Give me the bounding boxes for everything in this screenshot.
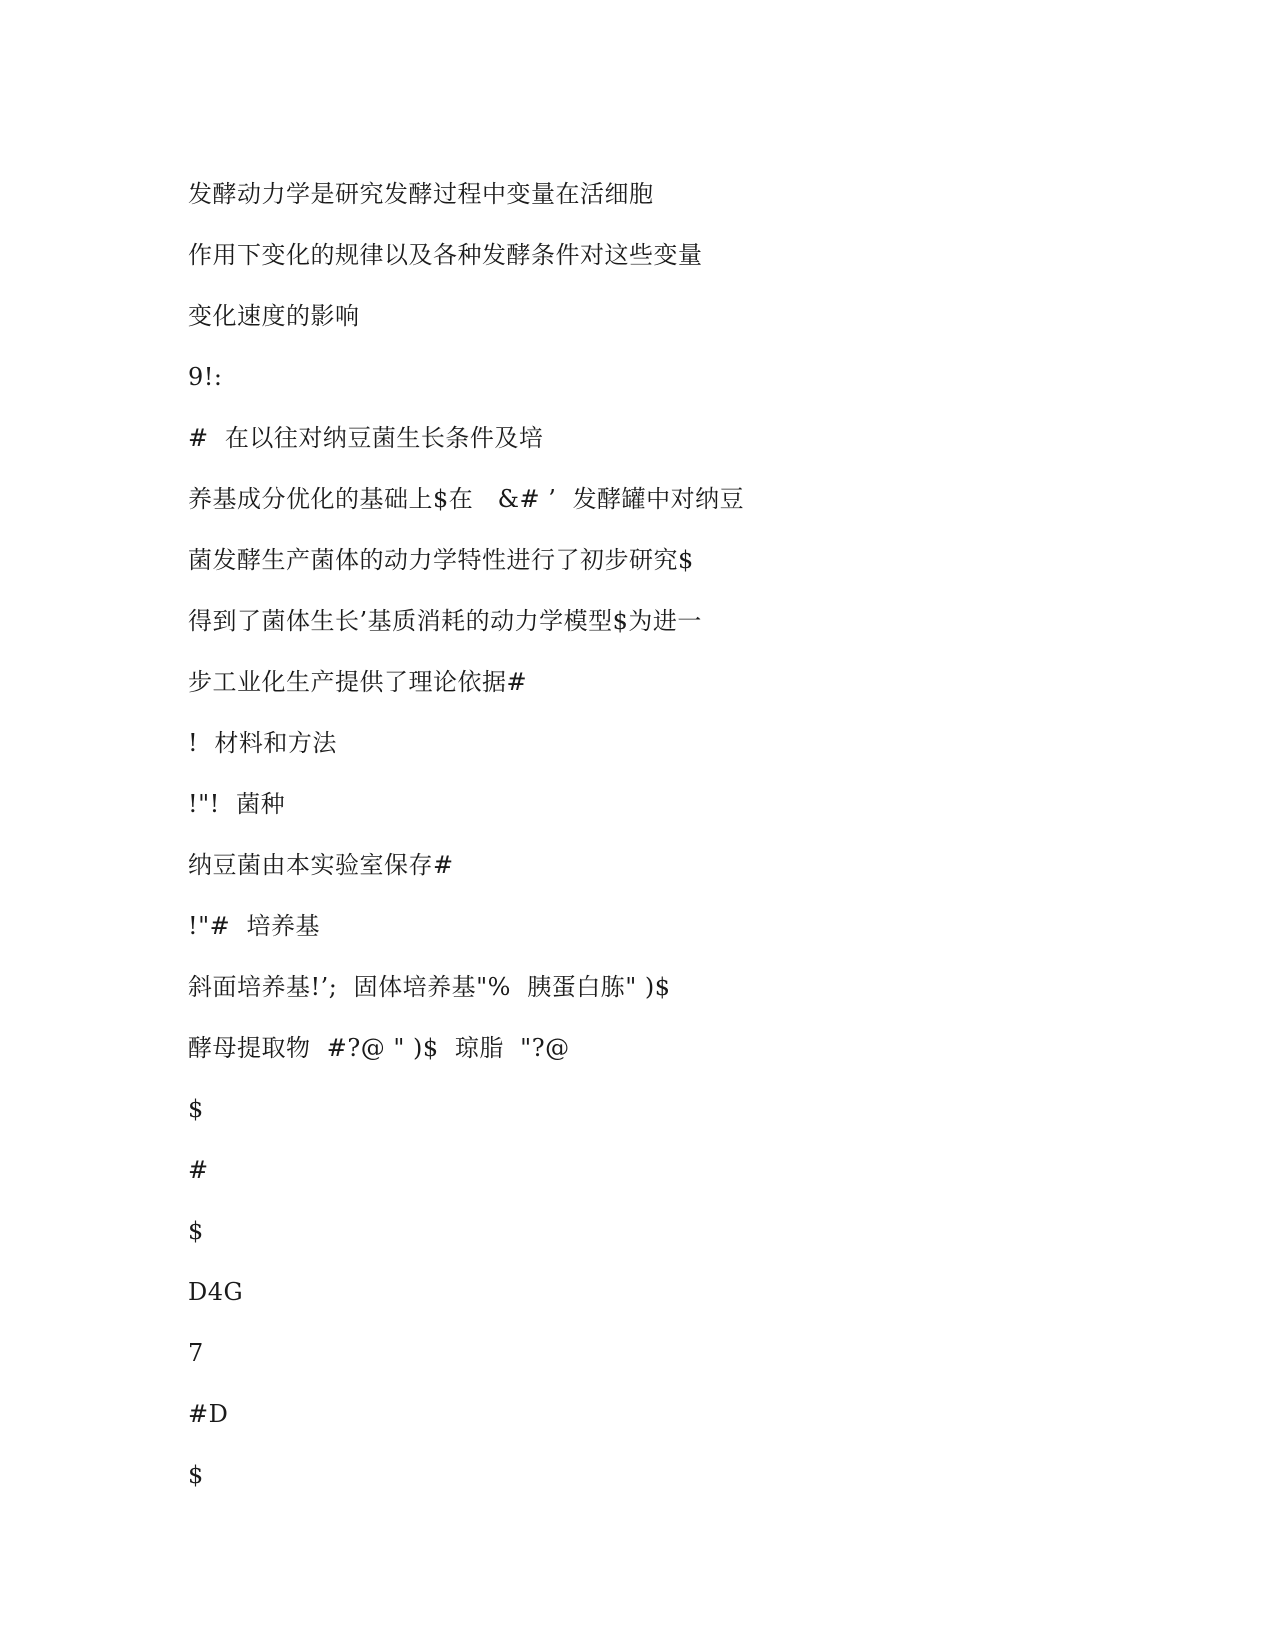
text-line: 斜面培养基!’; 固体培养基"% 胰蛋白胨" )$ [188, 973, 671, 1001]
text-line: 菌发酵生产菌体的动力学特性进行了初步研究$ [188, 546, 694, 574]
subsection-heading: !"! 菌种 [188, 790, 286, 818]
text-line: 养基成分优化的基础上$在 &# ’ 发酵罐中对纳豆 [188, 485, 745, 513]
text-line: 发酵动力学是研究发酵过程中变量在活细胞 [188, 180, 654, 208]
text-line: $ [188, 1217, 204, 1245]
text-line: #D [188, 1400, 229, 1428]
text-line: 酵母提取物 #?@ " )$ 琼脂 "?@ [188, 1034, 570, 1062]
body-text [188, 172, 1088, 1514]
text-line: $ [188, 1095, 204, 1123]
text-line: 得到了菌体生长’基质消耗的动力学模型$为进一 [188, 607, 702, 635]
subsection-heading: !"# 培养基 [188, 912, 321, 940]
text-line: 纳豆菌由本实验室保存# [188, 851, 454, 879]
section-heading: ! 材料和方法 [188, 729, 337, 757]
text-line: $ [188, 1461, 204, 1489]
text-line: 9!: [188, 363, 223, 391]
text-line: 变化速度的影响 [188, 302, 360, 330]
text-line: D4G [188, 1278, 244, 1306]
text-line: 7 [188, 1339, 204, 1367]
text-line: 作用下变化的规律以及各种发酵条件对这些变量 [188, 241, 703, 269]
text-line: # [188, 1156, 209, 1184]
text-line: # 在以往对纳豆菌生长条件及培 [188, 424, 544, 452]
text-line: 步工业化生产提供了理论依据# [188, 668, 528, 696]
